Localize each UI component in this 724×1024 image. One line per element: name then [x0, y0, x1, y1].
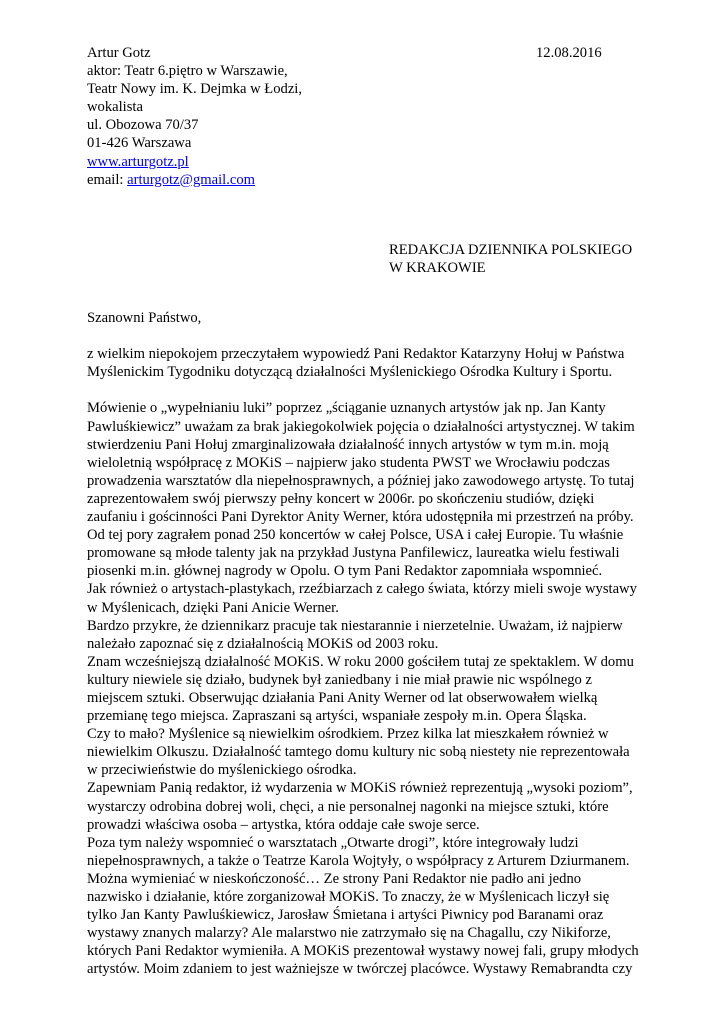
body-line: Pawluśkiewicz” uważam za brak jakiegokolwiek pojęcia o działalności artystycznej. W takim — [87, 418, 635, 435]
body-line: przemianę tego miejsca. Zapraszani są artyści, wspaniałe zespoły m.in. Opera Śląska. — [87, 708, 587, 725]
sender-line-2: Teatr Nowy im. K. Dejmka w Łodzi, — [87, 81, 302, 98]
body-line: stwierdzeniu Pani Hołuj zmarginalizowała działalność innych artystów w tym m.in. moją — [87, 436, 609, 453]
sender-name: Artur Gotz — [87, 45, 151, 61]
sender-block — [87, 44, 347, 189]
body-line: niepełnosprawnych, a także o Teatrze Karola Wojtyły, o współpracy z Arturem Dziurmanem. — [87, 852, 630, 869]
body-line: należało zapoznać się z działalnością MOKiS od 2003 roku. — [87, 635, 439, 652]
body-line: Można wymieniać w nieskończoność… Ze strony Pani Redaktor nie padło ani jedno — [87, 870, 582, 887]
sender-email-link[interactable]: arturgotz@gmail.com — [127, 171, 255, 188]
body-line: miejscem sztuki. Obserwując działania Pani Anity Werner od lat obserwowałem wielką — [87, 689, 598, 706]
sender-line-1: aktor: Teatr 6.piętro w Warszawie, — [87, 63, 288, 80]
body-line: Myślenickim Tygodniku dotyczącą działalności Myślenickiego Ośrodka Kultury i Sportu. — [87, 364, 613, 381]
body-line: artystów. Moim zdaniem to jest ważniejsze w twórczej placówce. Wystawy Remabrandta czy — [87, 961, 633, 978]
paragraph-1 — [87, 345, 631, 381]
sender-email-row — [87, 171, 347, 189]
sender-website-link[interactable]: www.arturgotz.pl — [87, 153, 189, 170]
body-line: Czy to mało? Myślenice są niewielkim ośrodkiem. Przez kilka lat mieszkałem również w — [87, 726, 609, 743]
body-line: tylko Jan Kanty Pawluśkiewicz, Jarosław Śmietana i artyści Piwnicy pod Baranami oraz — [87, 907, 604, 924]
body-line: kultury niewiele się działo, budynek był zaniedbany i nie miał prawie nic wspólnego z — [87, 671, 592, 688]
body-line: zaprezentowałem swój pierwszy pełny koncert w 2006r. po skończeniu studiów, dzięki — [87, 490, 595, 507]
recipient-line-2: W KRAKOWIE — [389, 260, 486, 277]
body-line: prowadzi właściwa osoba – artystka, która oddaje całe swoje serce. — [87, 816, 480, 833]
body-line: Od tej pory zagrałem ponad 250 koncertów w całej Polsce, USA i całej Europie. Tu właśnie — [87, 527, 624, 544]
body-line: wystarczy odrobina dobrej woli, chęci, a nie personalnej nagonki na miejsce sztuki, które — [87, 798, 609, 815]
body-line: wystawy znanych malarzy? Ale malarstwo nie zatrzymało się na Chagallu, czy Nikiforze, — [87, 925, 611, 942]
body-line: prowadzenia warsztatów dla niepełnosprawnych, a później jako zawodowego artystę. To tutaj — [87, 472, 635, 489]
sender-email-label: email: — [87, 171, 128, 188]
sender-line-3: wokalista — [87, 99, 143, 116]
recipient-block — [389, 241, 632, 277]
sender-city: 01-426 Warszawa — [87, 135, 192, 152]
body-line: z wielkim niepokojem przeczytałem wypowiedź Pani Redaktor Katarzyny Hołuj w Państwa — [87, 346, 625, 363]
sender-street: ul. Obozowa 70/37 — [87, 117, 199, 134]
body-line: piosenki m.in. głównej nagrody w Opolu. O tym Pani Redaktor zapomniała wspomnieć. — [87, 563, 603, 580]
body-line: w Myślenicach, dzięki Pani Anicie Werner. — [87, 599, 339, 616]
body-line: Mówienie o „wypełnianiu luki” poprzez „ściąganie uznanych artystów jak np. Jan Kanty — [87, 400, 606, 417]
body-line: Jak również o artystach-plastykach, rzeźbiarzach z całego świata, którzy mieli swoje wystawy — [87, 581, 637, 598]
body-line: nazwisko i działanie, które zorganizował MOKiS. To znaczy, że w Myślenicach liczył się — [87, 889, 610, 905]
body-line: Znam wcześniejszą działalność MOKiS. W roku 2000 gościłem tutaj ze spektaklem. W domu — [87, 653, 634, 670]
letter-body — [87, 309, 639, 978]
salutation: Szanowni Państwo, — [87, 310, 202, 326]
body-line: których Pani Redaktor wymieniła. A MOKiS prezentował wystawy nowej fali, grupy młodych — [87, 943, 639, 960]
letter-date: 12.08.2016 — [536, 45, 602, 61]
body-line: Poza tym należy wspomnieć o warsztatach „Otwarte drogi”, które integrowały ludzi — [87, 834, 579, 851]
body-line: Zapewniam Panią redaktor, iż wydarzenia w MOKiS również reprezentują „wysoki poziom”, — [87, 780, 633, 797]
body-line: w przeciwieństwie do myślenickiego ośrodka. — [87, 762, 357, 779]
body-line: promowane są młode talenty jak na przykład Justyna Panfilewicz, laureatka wielu festiwali — [87, 545, 620, 562]
body-line: Bardzo przykre, że dziennikarz pracuje tak niestarannie i nierzetelnie. Uważam, iż najpierw — [87, 617, 623, 634]
body-line: zaufaniu i gościnności Pani Dyrektor Anity Werner, która udostępniła mi przestrzeń na próby. — [87, 509, 634, 526]
recipient-line-1: REDAKCJA DZIENNIKA POLSKIEGO — [389, 242, 633, 258]
body-line: wieloletnią współpracę z MOKiS – najpierw jako studenta PWST we Wrocławiu podczas — [87, 454, 610, 471]
paragraph-2 — [87, 399, 639, 978]
body-line: niewielkim Olkuszu. Działalność tamtego domu kultury nic sobą niestety nie reprezentowała — [87, 744, 630, 761]
